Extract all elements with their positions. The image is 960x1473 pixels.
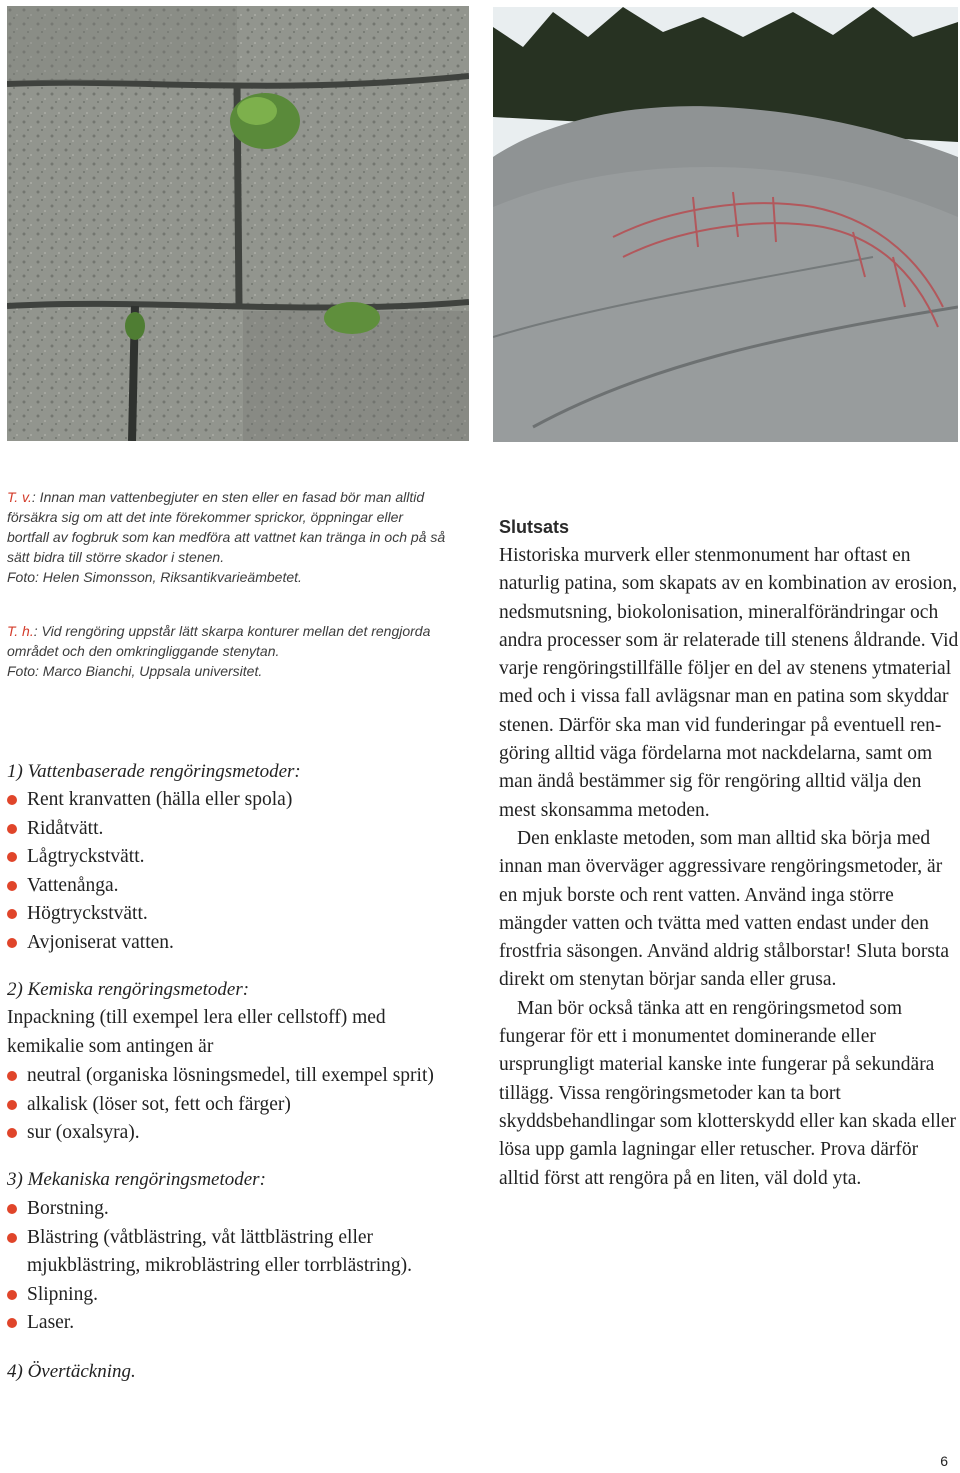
bullet-icon — [7, 909, 17, 919]
caption-lead-right: T. h. — [7, 623, 34, 639]
stone-wall-photo — [7, 6, 469, 441]
list-item: Ridåtvätt. — [7, 815, 292, 844]
list-item: Laser. — [7, 1309, 477, 1338]
section-2-intro: Inpackning (till exempel lera eller cellstoff) med kemikalie som antingen är — [7, 1007, 386, 1057]
right-photo-caption — [7, 621, 447, 681]
left-photo-caption — [7, 487, 447, 587]
bullet-icon — [7, 852, 17, 862]
bullet-icon — [7, 1233, 17, 1243]
conclusion-column — [499, 514, 959, 1193]
rune-rock-image — [493, 7, 958, 442]
list-item: Rent kranvatten (hälla eller spola) — [7, 786, 292, 815]
bullet-icon — [7, 824, 17, 834]
stone-wall-image — [7, 6, 469, 441]
list-item: Vattenånga. — [7, 872, 292, 901]
list-item: neutral (organiska lösningsmedel, till exempel sprit) — [7, 1062, 434, 1091]
conclusion-paragraph-3: Man bör också tänka att en rengöringsmetod som fungerar för ett i monumentet dominerande eller ursprungligt material kanske inte fungerar på sekundära tillägg. Vissa rengöringsmetoder kan ta bort skyddsbehandlingar som klotterskydd eller kan skada eller lösa upp gamla lagningar eller retuscher. Prova därför alltid först att rengöra på en liten, väl dold yta. — [499, 997, 957, 1189]
caption-credit-right: Foto: Marco Bianchi, Uppsala universitet. — [7, 663, 263, 679]
bullet-icon — [7, 795, 17, 805]
bullet-icon — [7, 1128, 17, 1138]
section-1-heading: 1) Vattenbaserade rengöringsmetoder: — [7, 761, 301, 782]
section-2-list — [7, 1062, 434, 1148]
section-2-heading: 2) Kemiska rengöringsmetoder: — [7, 979, 250, 1000]
bullet-icon — [7, 1204, 17, 1214]
section-3-list — [7, 1195, 477, 1338]
section-3-heading: 3) Mekaniska rengöringsmetoder: — [7, 1169, 266, 1190]
rune-rock-photo — [493, 7, 958, 442]
page-number: 6 — [940, 1453, 948, 1469]
section-1-list — [7, 786, 292, 957]
bullet-icon — [7, 938, 17, 948]
section-4-heading: 4) Övertäckning. — [7, 1361, 136, 1382]
caption-text-left: : Innan man vattenbegjuter en sten eller en fasad bör man alltid försäkra sig om att det inte förekommer sprickor, öppningar eller bortfall av fogbruk som kan medföra att vattnet kan tränga in och på så sätt bidra till större skador i stenen. — [7, 489, 446, 565]
list-item: sur (oxalsyra). — [7, 1119, 434, 1148]
caption-text-right: : Vid rengöring uppstår lätt skarpa konturer mellan det rengjorda området och den omkringliggande stenytan. — [7, 623, 431, 659]
conclusion-paragraph-1: Historiska murverk eller stenmonument har oftast en naturlig patina, som skapats av en kombination av erosion, nedsmutsning, biokolonisation, mineralförändringar och andra processer som är relaterade till stenens åldrande. Vid varje rengöringstillfälle följer en del av stenens ytmaterial med och i vissa fall avlägsnar man en patina som skyddar stenen. Därför ska man vid funderingar på eventuell rengöring alltid väga fördelarna mot nackdelarna, samt om man ändå bestämmer sig för rengöring alltid välja den mest skonsamma metoden. — [499, 545, 959, 821]
list-item: alkalisk (löser sot, fett och färger) — [7, 1091, 434, 1120]
list-item: Slipning. — [7, 1281, 477, 1310]
list-item: Högtryckstvätt. — [7, 900, 292, 929]
caption-lead-left: T. v. — [7, 489, 32, 505]
bullet-icon — [7, 1290, 17, 1300]
caption-credit-left: Foto: Helen Simonsson, Riksantikvarieämbetet. — [7, 569, 302, 585]
bullet-icon — [7, 881, 17, 891]
bullet-icon — [7, 1100, 17, 1110]
bullet-icon — [7, 1318, 17, 1328]
conclusion-paragraph-2: Den enklaste metoden, som man alltid ska börja med innan man överväger aggressivare rengöringsmetoder, är en mjuk borste och rent vatten. Använd inga större mängder vatten och tvätta med vatten endast under den frostfria säsongen. Använd aldrig stålborstar! Sluta borsta direkt om stenytan börjar sanda eller grusa. — [499, 827, 950, 991]
list-item: Avjoniserat vatten. — [7, 929, 292, 958]
list-item: Blästring (våtblästring, våt lättblästring eller mjukblästring, mikroblästring eller torrblästring). — [7, 1224, 477, 1281]
list-item: Borstning. — [7, 1195, 477, 1224]
bullet-icon — [7, 1071, 17, 1081]
conclusion-heading: Slutsats — [499, 517, 570, 537]
list-item: Lågtryckstvätt. — [7, 843, 292, 872]
